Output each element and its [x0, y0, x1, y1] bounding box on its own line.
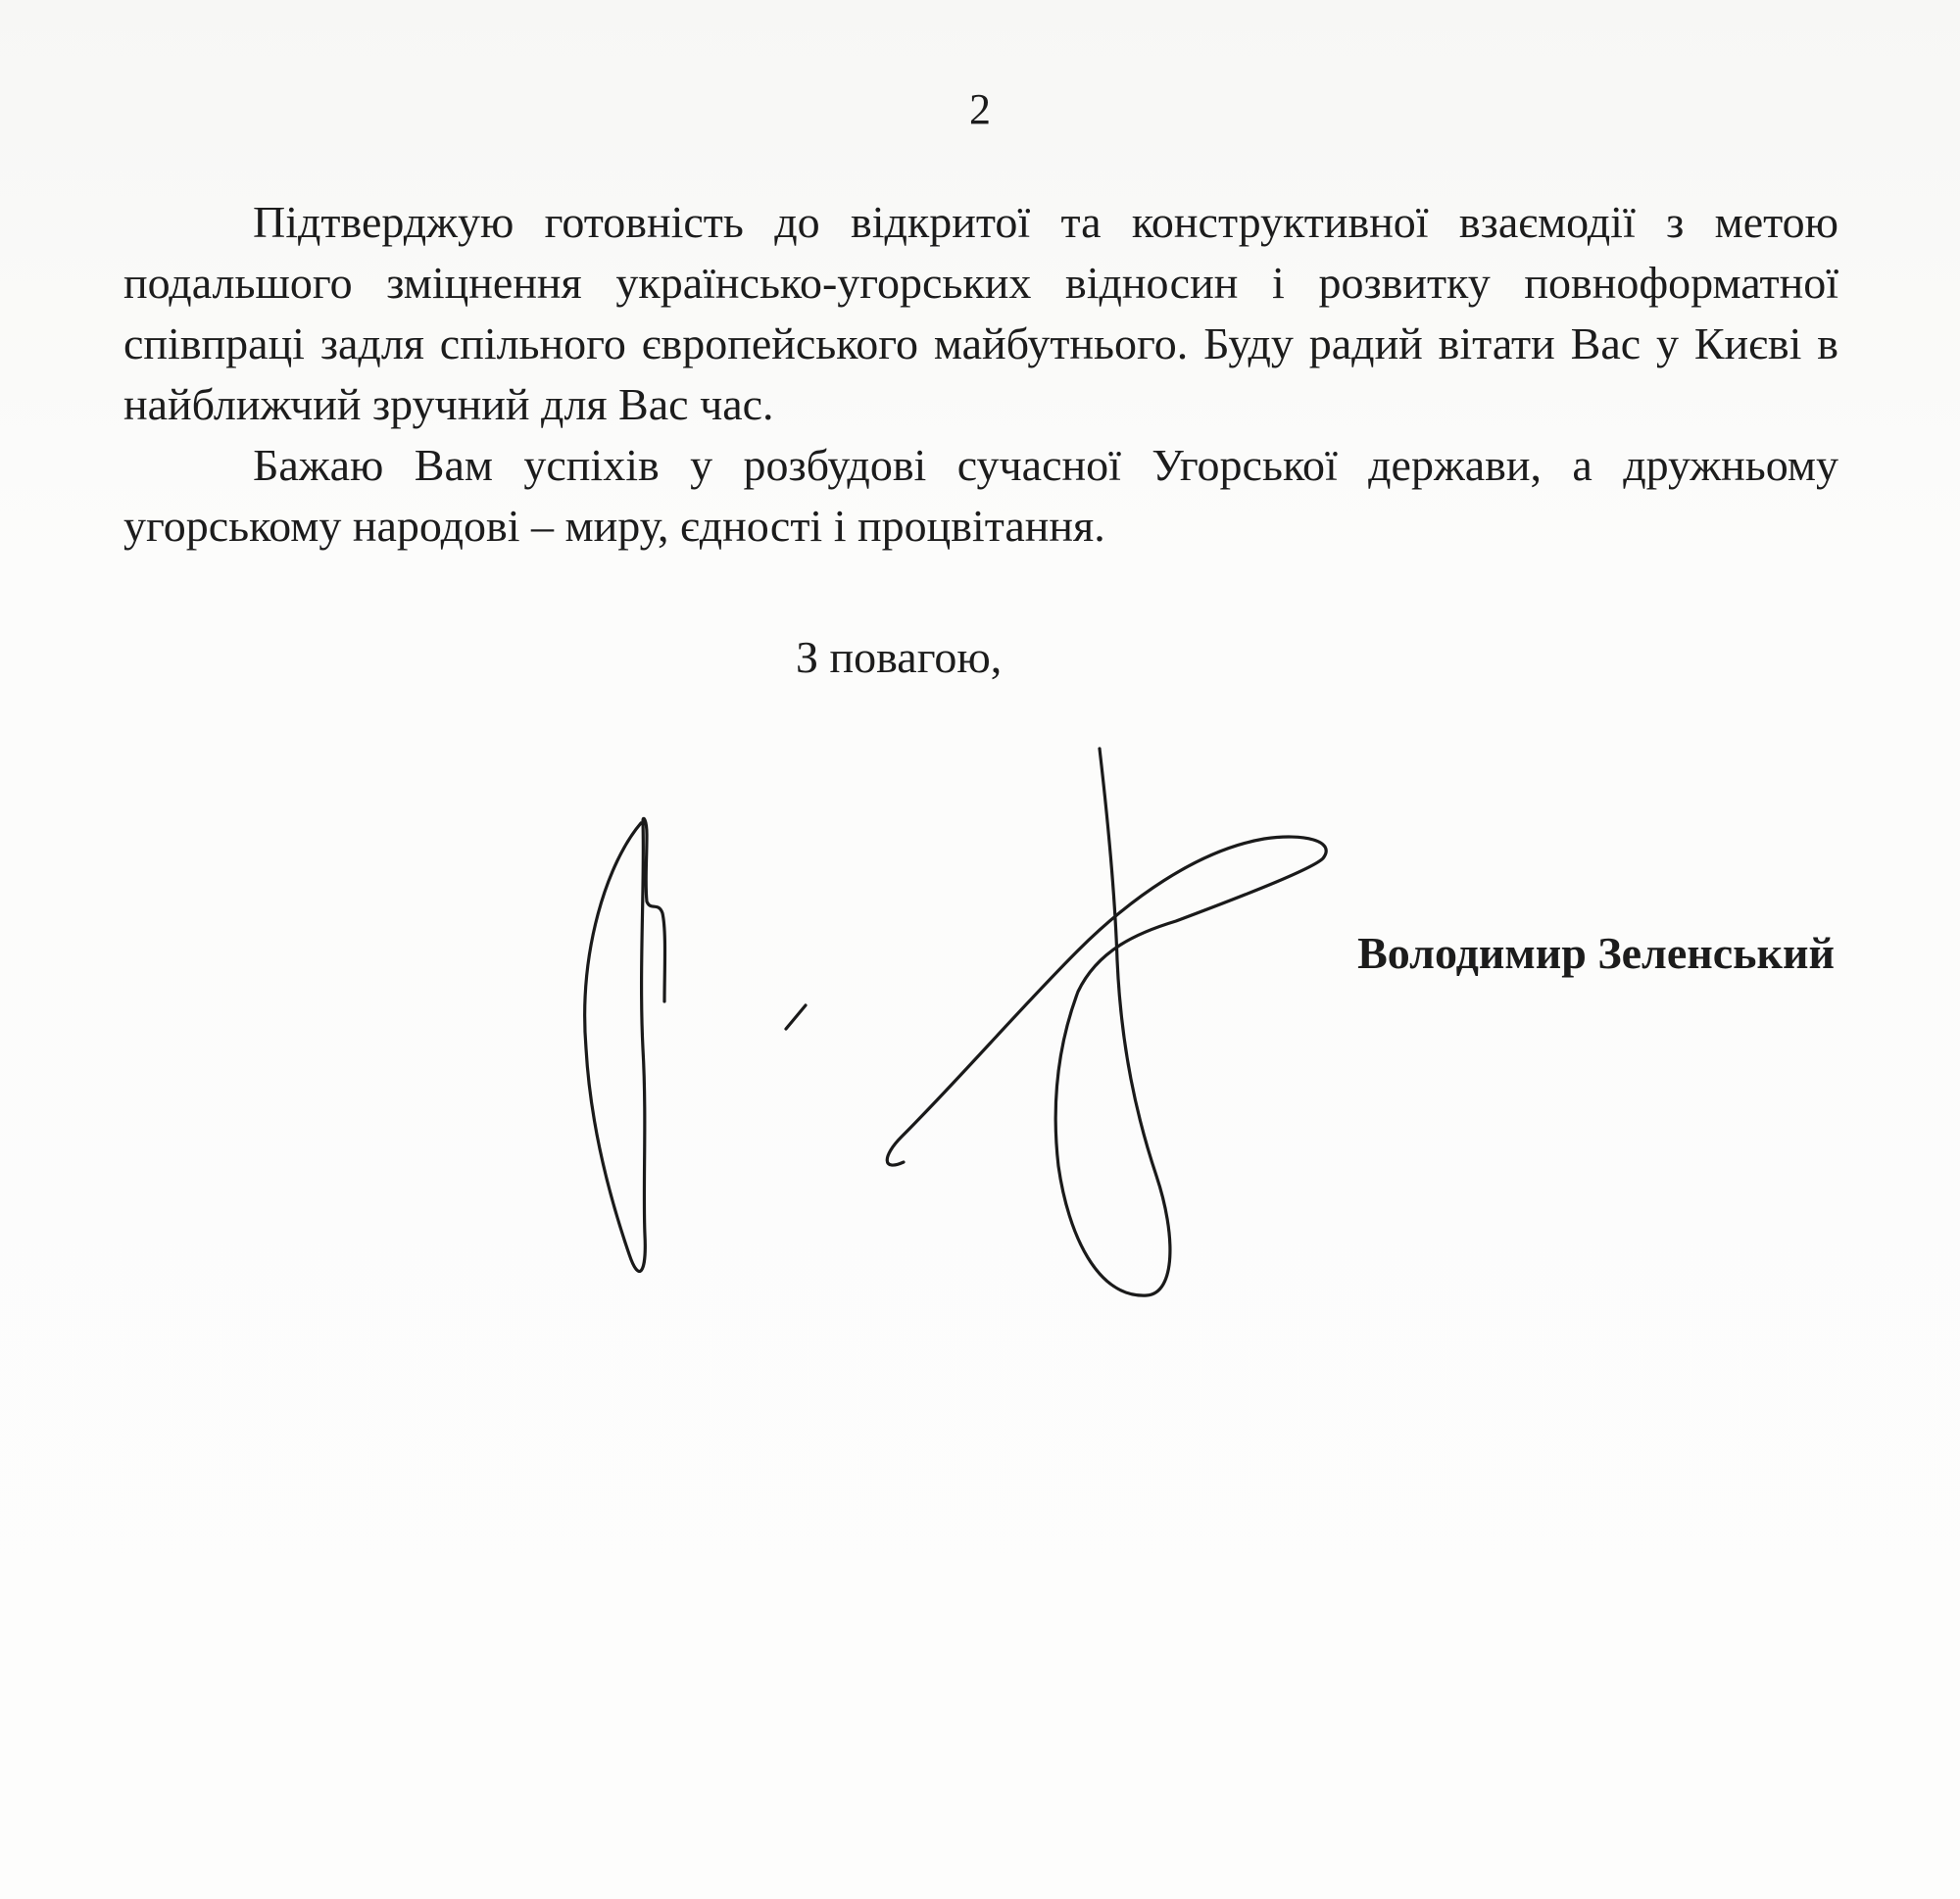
signer-name: Володимир Зеленський	[1357, 928, 1835, 978]
paragraph-1: Підтверджую готовність до відкритої та конструктивної взаємодії з метою подальшого зміцнення українсько-угорських відносин і розвитку повноформатної співпраці задля спільного європейського майбутнього. Буду радий вітати Вас у Києві в найближчий зручний для Вас час.	[123, 197, 1838, 429]
letter-body	[123, 192, 1838, 557]
closing-salutation: З повагою,	[796, 632, 1003, 682]
signature-stroke-right	[887, 749, 1326, 1295]
signature-stroke-dash	[786, 1005, 806, 1029]
signature-stroke-left	[585, 818, 665, 1271]
paragraph-2: Бажаю Вам успіхів у розбудові сучасної Угорської держави, а дружньому угорському народові – миру, єдності і процвітання.	[123, 440, 1838, 551]
signature-icon	[549, 725, 1352, 1313]
page-number: 2	[969, 85, 991, 133]
